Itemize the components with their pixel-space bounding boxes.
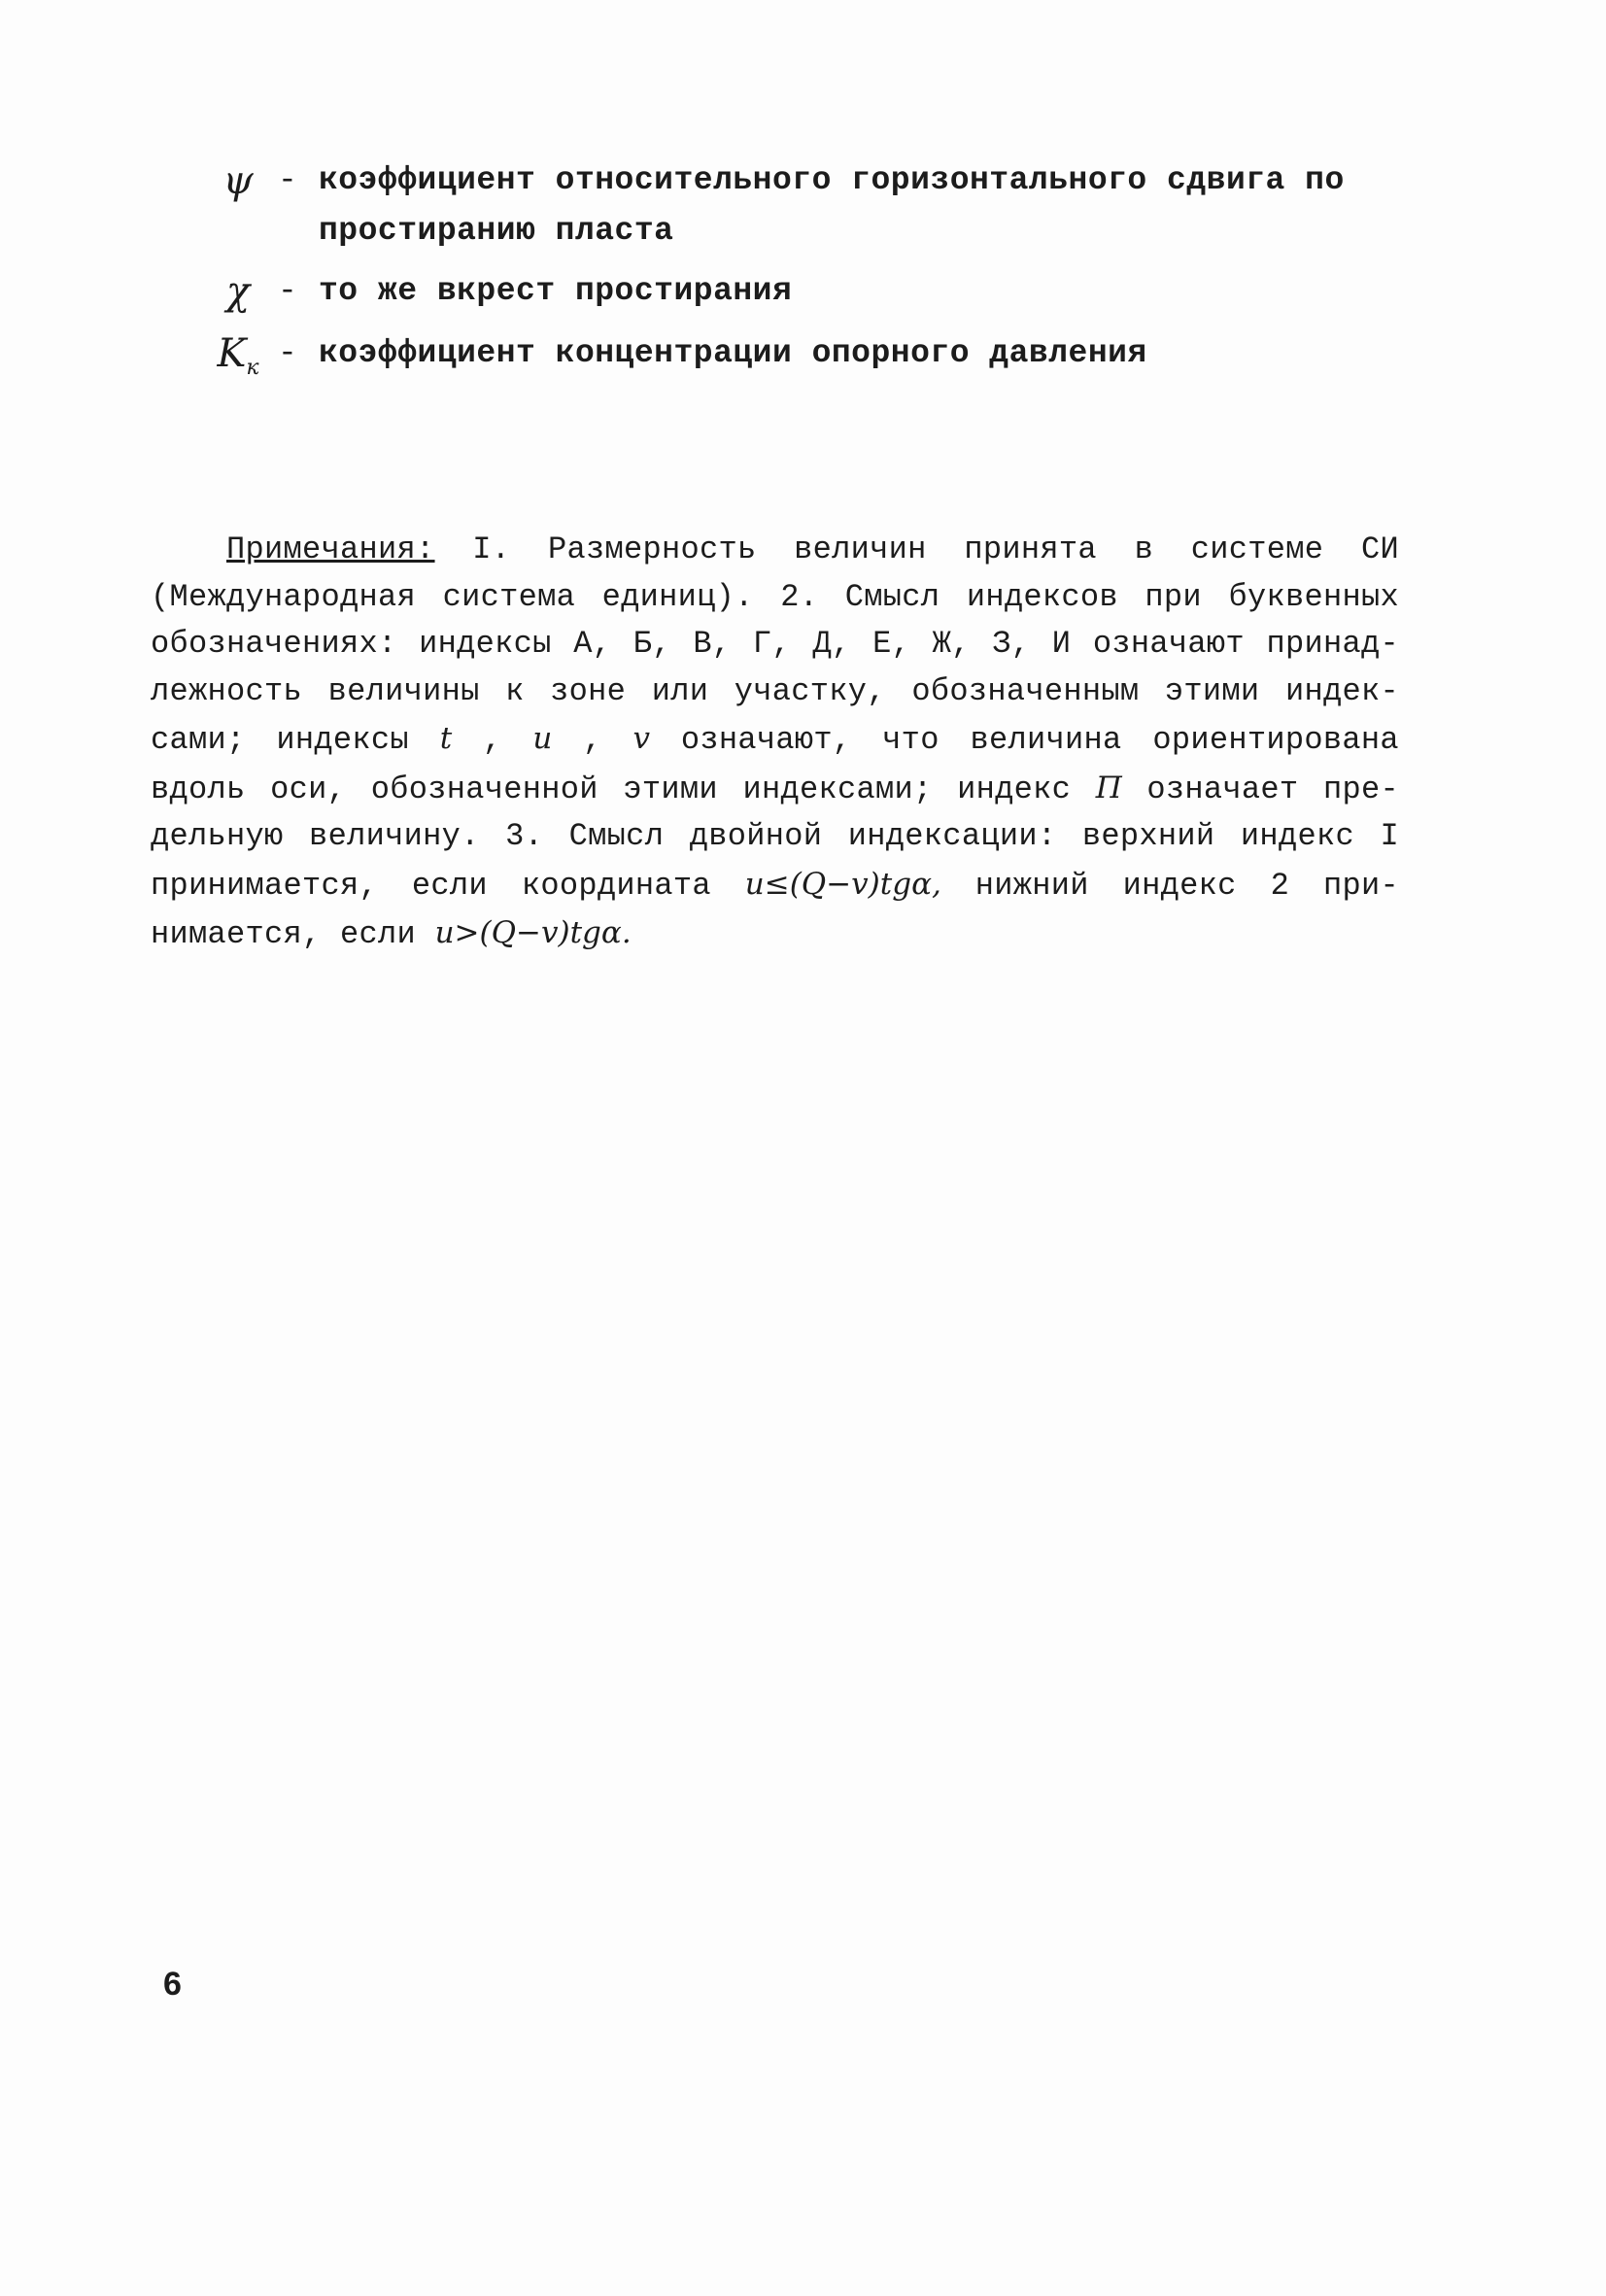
notes-line: (Международная система единиц). 2. Смысл индексов при буквенных	[151, 578, 1399, 615]
index-t: t	[439, 721, 453, 756]
notes-line: нимается, если u>(Q−v)tgα.	[151, 915, 632, 952]
symbol-description: коэффициент относительного горизонтального сдвига по простиранию пласта	[319, 162, 1345, 249]
notes-label: Примечания:	[226, 531, 435, 567]
formula-lower-index: u>(Q−v)tgα.	[434, 915, 632, 950]
symbol-description: коэффициент концентрации опорного давления	[319, 335, 1147, 371]
index-v: v	[632, 721, 650, 756]
notes-paragraph	[151, 527, 1399, 959]
index-p: П	[1095, 770, 1122, 805]
symbol-description: то же вкрест простирания	[319, 273, 793, 309]
definition-dash: -	[278, 335, 297, 371]
notes-line: принимается, если координата u≤(Q−v)tgα, нижний индекс 2 при-	[151, 866, 1399, 904]
page-number: 6	[163, 1966, 182, 2003]
symbol-chi: χ	[225, 269, 251, 314]
notes-line: сами; индексы t , u , v означают, что величина ориентирована	[151, 721, 1399, 758]
notes-line: вдоль оси, обозначенной этими индексами; индекс П означает пре-	[151, 770, 1399, 807]
notes-line: Примечания: I. Размерность величин принята в системе СИ	[226, 531, 1399, 567]
symbol-psi: ψ	[222, 158, 254, 203]
notes-line: лежность величины к зоне или участку, обозначенным этими индек-	[151, 672, 1399, 709]
formula-upper-index: u≤(Q−v)tgα,	[744, 866, 941, 902]
symbol-k-k: $K_к$	[217, 331, 259, 380]
definition-dash: -	[278, 162, 297, 198]
notes-line: обозначениях: индексы А, Б, В, Г, Д, Е, Ж, З, И означают принад-	[151, 626, 1399, 662]
index-u: u	[532, 721, 553, 756]
definition-dash: -	[278, 273, 297, 309]
notes-line: дельную величину. 3. Смысл двойной индексации: верхний индекс I	[151, 818, 1399, 854]
